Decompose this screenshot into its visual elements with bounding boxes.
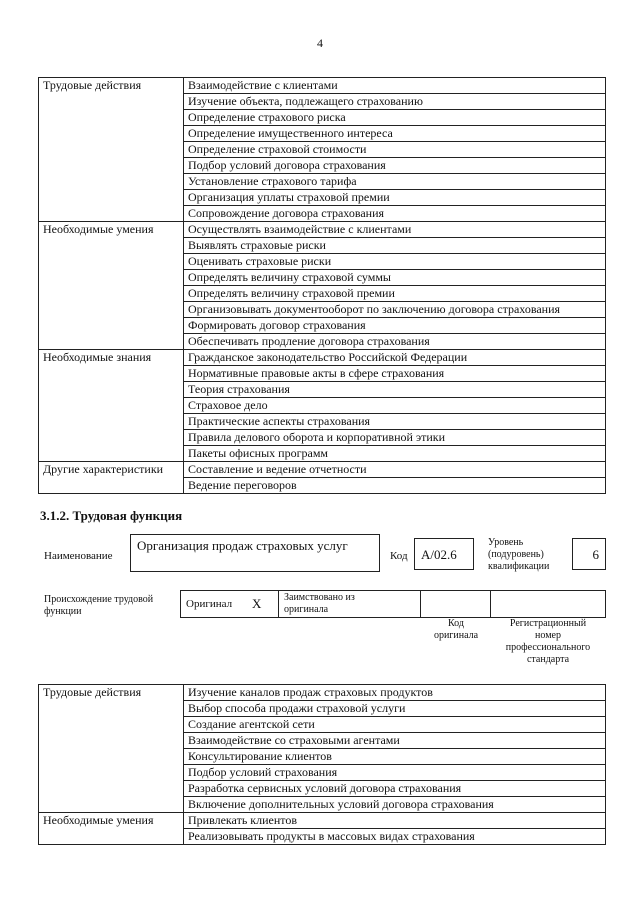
name-value: Организация продаж страховых услуг (137, 538, 348, 553)
original-mark: X (252, 596, 262, 611)
table-row (39, 222, 606, 238)
table-row (39, 462, 606, 478)
item-cell: Изучение объекта, подлежащего страхованию (184, 94, 606, 110)
item-cell: Осуществлять взаимодействие с клиентами (184, 222, 606, 238)
table-row (39, 685, 606, 701)
level-value-box (572, 538, 606, 570)
level-label: Уровень (подуровень) квалификации (488, 537, 550, 572)
item-cell: Определение имущественного интереса (184, 126, 606, 142)
table-row (39, 350, 606, 366)
table-row (39, 78, 606, 94)
item-cell: Определение страховой стоимости (184, 142, 606, 158)
table-row (39, 813, 606, 829)
item-cell: Формировать договор страхования (184, 318, 606, 334)
category-cell: Другие характеристики (39, 462, 184, 494)
page-number: 4 (317, 36, 323, 50)
item-cell: Практические аспекты страхования (184, 414, 606, 430)
item-cell: Составление и ведение отчетности (184, 462, 606, 478)
item-cell: Разработка сервисных условий договора страхования (184, 781, 606, 797)
item-cell: Включение дополнительных условий договора страхования (184, 797, 606, 813)
item-cell: Подбор условий страхования (184, 765, 606, 781)
borrowed-divider (278, 590, 279, 618)
labor-function-table-2 (38, 684, 606, 845)
category-cell: Трудовые действия (39, 78, 184, 222)
category-cell: Необходимые знания (39, 350, 184, 462)
item-cell: Теория страхования (184, 382, 606, 398)
code-value: А/02.6 (421, 547, 457, 562)
item-cell: Оценивать страховые риски (184, 254, 606, 270)
code-original-divider (420, 590, 421, 618)
item-cell: Определение страхового риска (184, 110, 606, 126)
item-cell: Определять величину страховой суммы (184, 270, 606, 286)
item-cell: Консультирование клиентов (184, 749, 606, 765)
labor-function-table-1 (38, 77, 606, 494)
item-cell: Выявлять страховые риски (184, 238, 606, 254)
code-value-box (414, 538, 474, 570)
code-original-caption: Код оригинала (433, 618, 479, 641)
origin-label: Происхождение трудовой функции (44, 594, 154, 617)
item-cell: Ведение переговоров (184, 478, 606, 494)
item-cell: Выбор способа продажи страховой услуги (184, 701, 606, 717)
item-cell: Взаимодействие со страховыми агентами (184, 733, 606, 749)
item-cell: Правила делового оборота и корпоративной этики (184, 430, 606, 446)
item-cell: Пакеты офисных программ (184, 446, 606, 462)
item-cell: Нормативные правовые акты в сфере страхования (184, 366, 606, 382)
item-cell: Взаимодействие с клиентами (184, 78, 606, 94)
item-cell: Создание агентской сети (184, 717, 606, 733)
item-cell: Реализовывать продукты в массовых видах страхования (184, 829, 606, 845)
item-cell: Привлекать клиентов (184, 813, 606, 829)
item-cell: Обеспечивать продление договора страхования (184, 334, 606, 350)
item-cell: Изучение каналов продаж страховых продуктов (184, 685, 606, 701)
reg-number-caption: Регистрационный номер профессионального стандарта (505, 618, 591, 665)
item-cell: Страховое дело (184, 398, 606, 414)
category-cell: Необходимые умения (39, 813, 184, 845)
original-label: Оригинал (186, 598, 233, 610)
code-label: Код (390, 550, 408, 562)
item-cell: Установление страхового тарифа (184, 174, 606, 190)
name-value-box (130, 534, 380, 572)
item-cell: Сопровождение договора страхования (184, 206, 606, 222)
section-title: 3.1.2. Трудовая функция (40, 508, 183, 523)
borrowed-label: Заимствовано из оригинала (284, 592, 355, 615)
item-cell: Подбор условий договора страхования (184, 158, 606, 174)
item-cell: Организация уплаты страховой премии (184, 190, 606, 206)
category-cell: Трудовые действия (39, 685, 184, 813)
reg-number-divider (490, 590, 491, 618)
name-label: Наименование (44, 550, 113, 562)
item-cell: Определять величину страховой премии (184, 286, 606, 302)
item-cell: Организовывать документооборот по заключению договора страхования (184, 302, 606, 318)
level-value: 6 (592, 547, 599, 562)
item-cell: Гражданское законодательство Российской Федерации (184, 350, 606, 366)
category-cell: Необходимые умения (39, 222, 184, 350)
